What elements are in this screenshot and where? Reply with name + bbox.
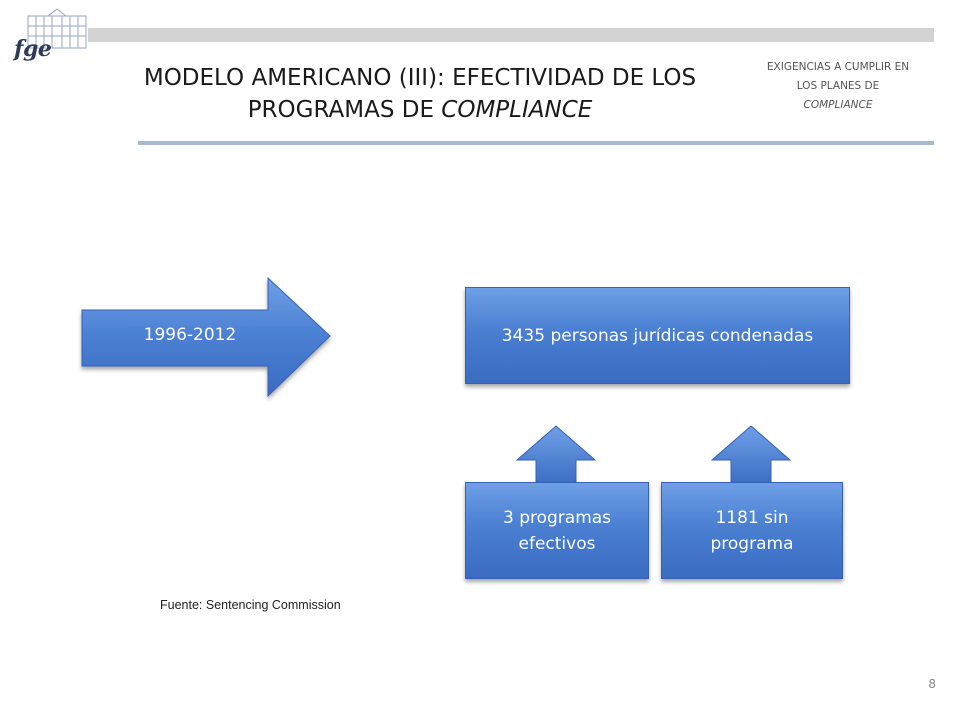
no-program-line-1: 1181 sin	[715, 507, 789, 528]
page-title	[60, 62, 780, 126]
no-program-line-2: programa	[710, 533, 794, 554]
effective-line-1: 3 programas	[502, 507, 612, 528]
source-note: Fuente: Sentencing Commission	[160, 598, 341, 612]
section-label-line-1: EXIGENCIAS A CUMPLIR EN	[766, 61, 910, 73]
title-line-1: MODELO AMERICANO (III): EFECTIVIDAD DE LOS	[143, 65, 697, 91]
result-text: 3435 personas jurídicas condenadas	[501, 325, 814, 346]
title-underline	[138, 141, 934, 145]
effective-line-2: efectivos	[518, 533, 596, 554]
result-box	[465, 287, 850, 384]
up-arrow-right-icon	[710, 424, 792, 486]
title-line-2	[60, 94, 780, 126]
title-line-2-plain: PROGRAMAS DE	[247, 97, 442, 123]
title-line-2-italic: COMPLIANCE	[441, 97, 593, 123]
period-label: 1996-2012	[143, 325, 237, 345]
up-arrow-left-icon	[515, 424, 597, 486]
page-number: 8	[928, 677, 936, 691]
logo	[8, 6, 92, 66]
logo-text: fge	[14, 36, 52, 62]
effective-programs-box	[465, 482, 649, 579]
no-program-box	[661, 482, 843, 579]
header-bar	[88, 28, 934, 42]
section-label-line-2: LOS PLANES DE	[796, 80, 880, 92]
section-label	[738, 58, 938, 115]
section-label-line-3: COMPLIANCE	[803, 99, 873, 111]
